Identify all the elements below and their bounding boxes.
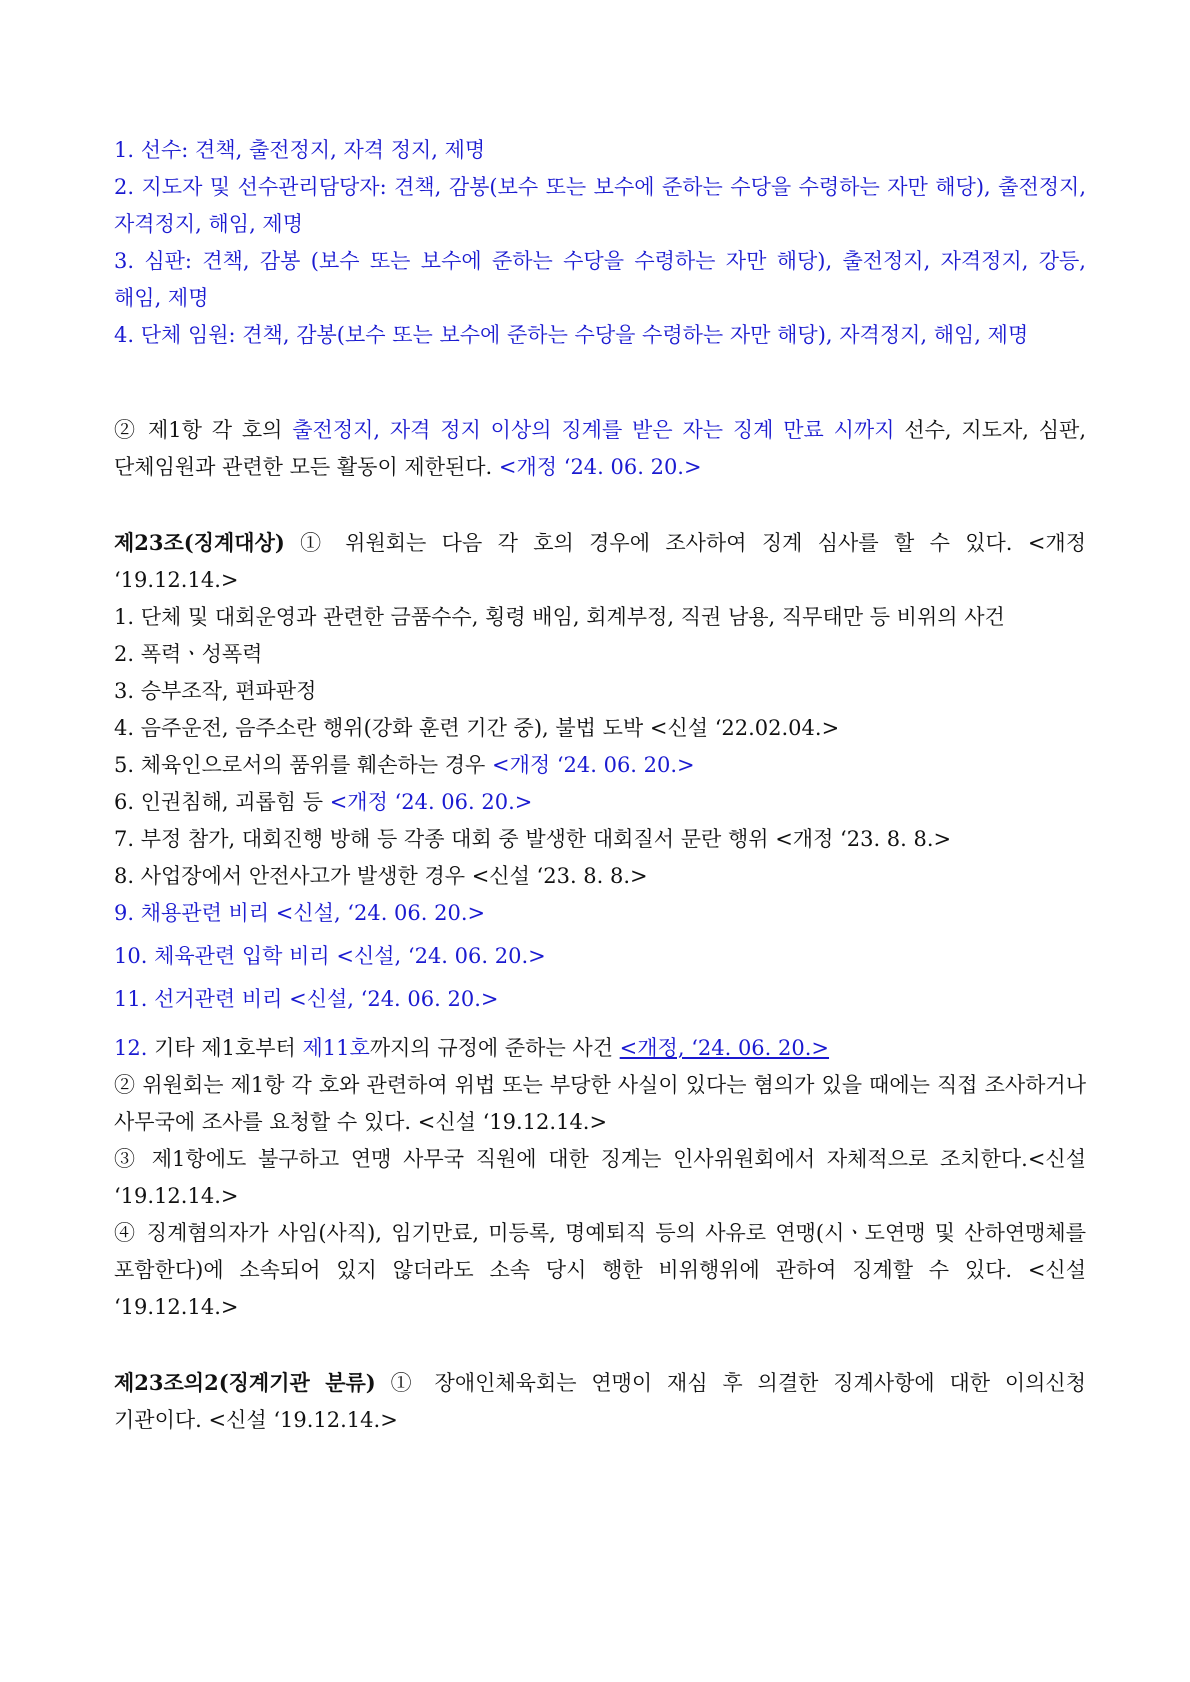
article-23-intro-text: ① 위원회는 다음 각 호의 경우에 조사하여 징계 심사를 할 수 있다. <개정 ‘19.12.14.>: [114, 531, 1086, 592]
sanction-item-player: 1. 선수: 견책, 출전정지, 자격 정지, 제명: [114, 138, 486, 162]
article-23-item-7: 7. 부정 참가, 대회진행 방해 등 각종 대회 중 발생한 대회질서 문란 행위 <개정 ‘23. 8. 8.>: [114, 827, 952, 851]
item-5-amendment: <개정 ‘24. 06. 20.>: [492, 753, 695, 777]
article-23-title: 제23조(징계대상): [114, 530, 285, 555]
item-12-reference: 제11호: [302, 1036, 370, 1060]
item-6-amendment: <개정 ‘24. 06. 20.>: [329, 790, 533, 814]
article-23-item-10: 10. 체육관련 입학 비리 <신설, ‘24. 06. 20.>: [114, 944, 546, 968]
article-23-2-text: ① 장애인체육회는 연맹이 재심 후 의결한 징계사항에 대한 이의신청 기관이다. <신설 ‘19.12.14.>: [114, 1371, 1086, 1432]
para2-highlight: 출전정지, 자격 정지 이상의 징계를 받은 자는 징계 만료 시까지: [292, 418, 895, 442]
sanction-item-referee: 3. 심판: 견책, 감봉 (보수 또는 보수에 준하는 수당을 수령하는 자만 해당), 출전정지, 자격정지, 강등, 해임, 제명: [114, 249, 1086, 310]
article-23-paragraph-3: ③ 제1항에도 불구하고 연맹 사무국 직원에 대한 징계는 인사위원회에서 자체적으로 조치한다.<신설 ‘19.12.14.>: [114, 1147, 1086, 1208]
article-23-item-6: [114, 784, 1086, 821]
sanction-item-coach: 2. 지도자 및 선수관리담당자: 견책, 감봉(보수 또는 보수에 준하는 수당을 수령하는 자만 해당), 출전정지, 자격정지, 해임, 제명: [114, 175, 1086, 236]
document-body: [114, 132, 1086, 1439]
article-23-2-title: 제23조의2(징계기관 분류): [114, 1370, 376, 1395]
article-23-paragraph-4: ④ 징계혐의자가 사임(사직), 임기만료, 미등록, 명예퇴직 등의 사유로 연맹(시ㆍ도연맹 및 산하연맹체를 포함한다)에 소속되어 있지 않더라도 소속 당시 행한 비위행위에 관하여 징계할 수 있다. <신설 ‘19.12.14.>: [114, 1221, 1086, 1319]
article-23-intro: [114, 524, 1086, 599]
item-6-text: 6. 인권침해, 괴롭힘 등: [114, 790, 330, 814]
sanction-item-officer: 4. 단체 임원: 견책, 감봉(보수 또는 보수에 준하는 수당을 수령하는 자만 해당), 자격정지, 해임, 제명: [114, 323, 1029, 347]
article-23-item-5: [114, 747, 1086, 784]
article-23-item-9: 9. 채용관련 비리 <신설, ‘24. 06. 20.>: [114, 901, 486, 925]
article-23-item-8: 8. 사업장에서 안전사고가 발생한 경우 <신설 ‘23. 8. 8.>: [114, 864, 648, 888]
para2-start: ② 제1항 각 호의: [114, 418, 293, 442]
article-23-item-2: 2. 폭력ㆍ성폭력: [114, 642, 263, 666]
article-23-item-11: 11. 선거관련 비리 <신설, ‘24. 06. 20.>: [114, 987, 499, 1011]
item-12-text-2: 까지의 규정에 준하는 사건: [369, 1036, 620, 1060]
article-23-item-1: 1. 단체 및 대회운영과 관련한 금품수수, 횡령 배임, 회계부정, 직권 남용, 직무태만 등 비위의 사건: [114, 605, 1005, 629]
para2-end: 선수, 지도자, 심판, 단체임원과 관련한 모든 활동이 제한된다.: [114, 418, 1086, 479]
item-12-number: 12.: [114, 1036, 148, 1060]
article-23-paragraph-2: ② 위원회는 제1항 각 호와 관련하여 위법 또는 부당한 사실이 있다는 혐의가 있을 때에는 직접 조사하거나 사무국에 조사를 요청할 수 있다. <신설 ‘19.12.14.>: [114, 1073, 1086, 1134]
article-23-item-12: [114, 1030, 1086, 1067]
article-23-item-3: 3. 승부조작, 편파판정: [114, 679, 317, 703]
article-23-item-4: 4. 음주운전, 음주소란 행위(강화 훈련 기간 중), 불법 도박 <신설 ‘22.02.04.>: [114, 716, 840, 740]
item-12-amendment: <개정, ‘24. 06. 20.>: [619, 1036, 830, 1060]
paragraph-2: [114, 412, 1086, 486]
item-12-text-1: 기타 제1호부터: [147, 1036, 303, 1060]
item-5-text: 5. 체육인으로서의 품위를 훼손하는 경우: [114, 753, 492, 777]
para2-amendment: <개정 ‘24. 06. 20.>: [498, 455, 702, 479]
article-23-2: [114, 1364, 1086, 1439]
